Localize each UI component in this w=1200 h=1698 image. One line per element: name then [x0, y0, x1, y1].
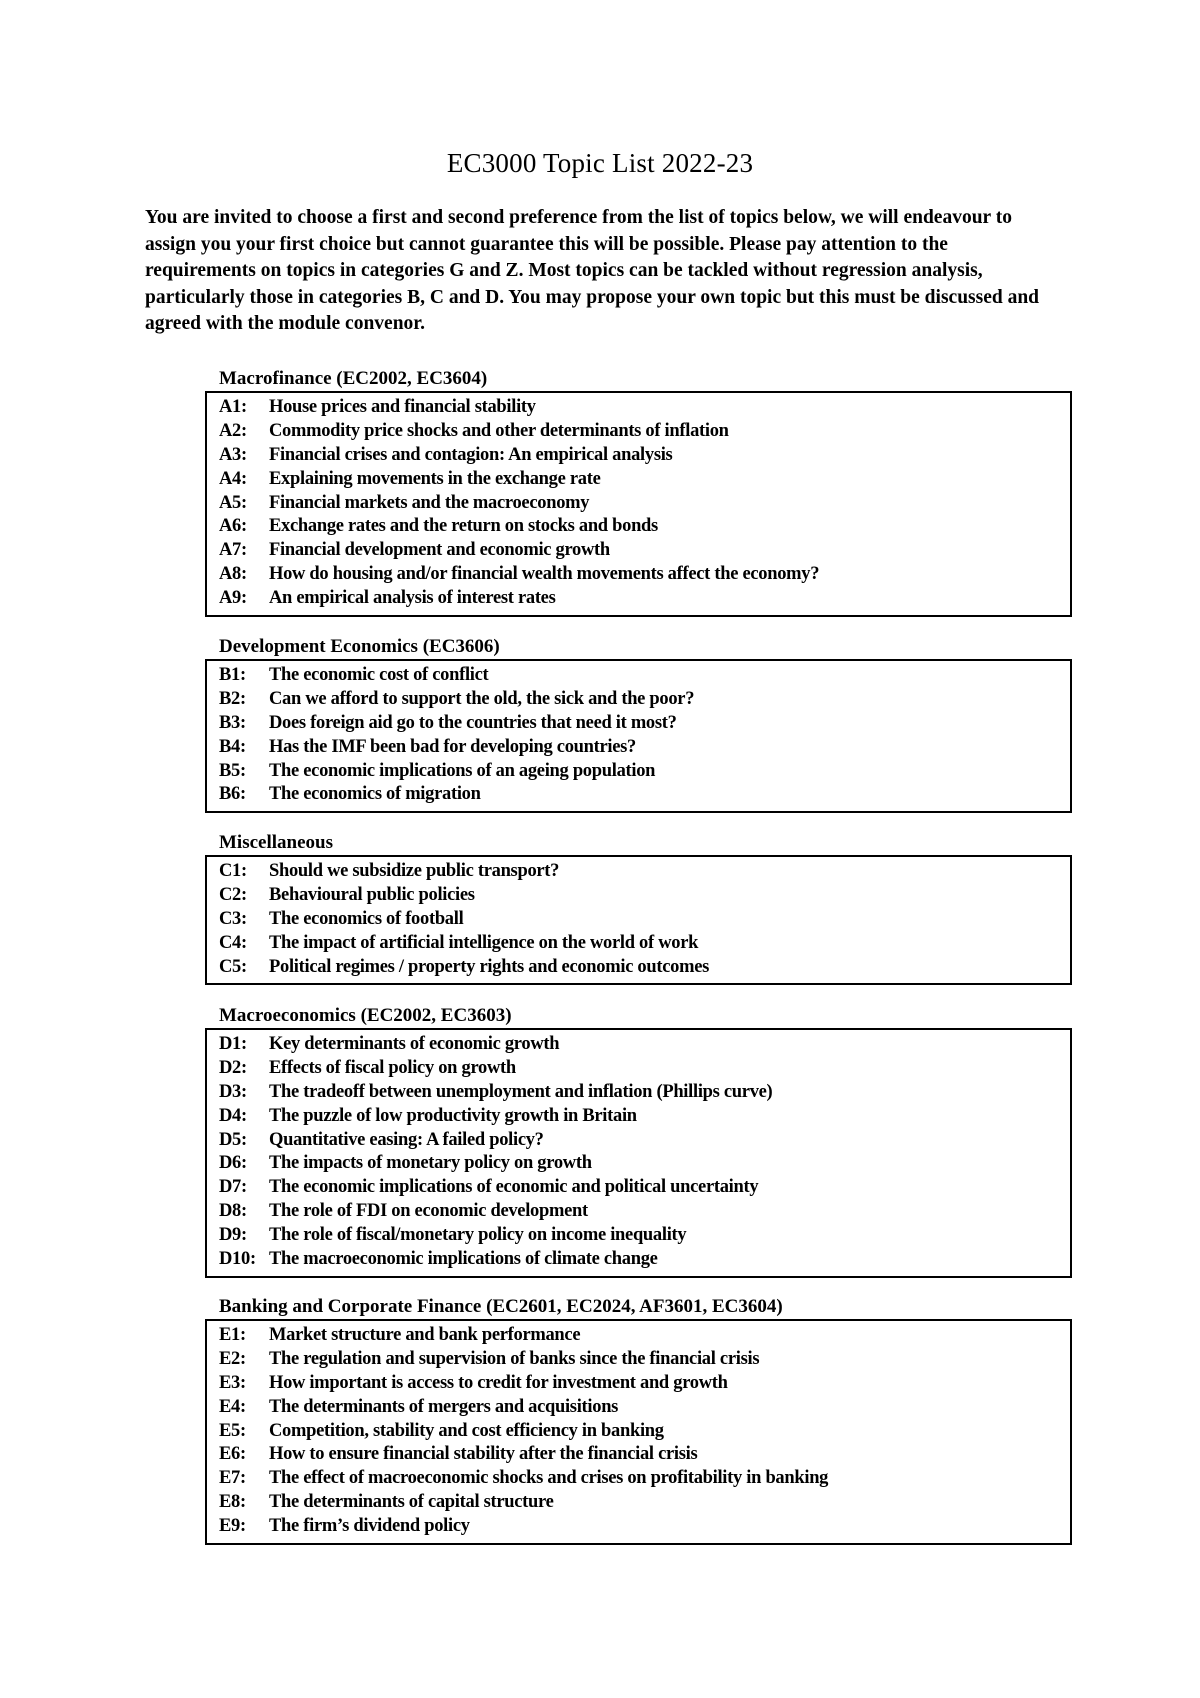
topic-row — [219, 1324, 1070, 1348]
topic-title: Exchange rates and the return on stocks and bonds — [269, 516, 658, 537]
topic-code: E5: — [219, 1420, 246, 1441]
topic-code: B5: — [219, 760, 246, 781]
topic-row — [219, 587, 1070, 611]
topic-title: The impact of artificial intelligence on the world of work — [269, 932, 699, 953]
topic-title: Competition, stability and cost efficiency in banking — [269, 1420, 664, 1441]
topic-row — [219, 783, 1070, 807]
topic-row — [219, 539, 1070, 563]
topic-row — [219, 1443, 1070, 1467]
topic-row — [219, 1152, 1070, 1176]
topic-row — [219, 932, 1070, 956]
topic-code: E2: — [219, 1348, 246, 1369]
topic-title: Key determinants of economic growth — [269, 1034, 560, 1054]
intro-paragraph: You are invited to choose a first and second preference from the list of topics below, we will endeavour to assign you your first choice but cannot guarantee this will be possible. Please pay attention to the requirements on topics in categories G and Z. Most topics can be tackled without regression analysis, particularly those in categories B, C and D. You may propose your own topic but this must be discussed and agreed with the module convenor. — [145, 207, 1040, 334]
topic-code: B2: — [219, 688, 246, 709]
section-banking-corporate-finance — [205, 1294, 1075, 1545]
section-macroeconomics — [205, 1003, 1075, 1278]
topic-code: E9: — [219, 1516, 246, 1537]
topic-code: D10: — [219, 1249, 256, 1270]
topic-code: A5: — [219, 492, 247, 513]
topic-row — [219, 736, 1070, 760]
topic-row — [219, 1467, 1070, 1491]
section-heading: Macrofinance (EC2002, EC3604) — [219, 368, 488, 389]
topic-row — [219, 1081, 1070, 1105]
topic-title: Does foreign aid go to the countries that need it most? — [269, 712, 677, 733]
topic-title: The economic cost of conflict — [269, 665, 489, 685]
topic-box — [205, 1028, 1072, 1278]
topic-row — [219, 1224, 1070, 1248]
topic-title: How important is access to credit for investment and growth — [269, 1372, 728, 1393]
topic-title: Has the IMF been bad for developing countries? — [269, 736, 636, 757]
topic-code: A8: — [219, 564, 247, 585]
topic-row — [219, 1105, 1070, 1129]
topic-row — [219, 664, 1070, 688]
topic-code: B1: — [219, 665, 246, 685]
topic-row — [219, 563, 1070, 587]
topic-title: The determinants of capital structure — [269, 1492, 554, 1513]
topic-code: D1: — [219, 1034, 247, 1054]
topic-row — [219, 396, 1070, 420]
section-development-economics — [205, 634, 1075, 813]
topic-row — [219, 1491, 1070, 1515]
topic-code: A3: — [219, 444, 247, 465]
topic-title: House prices and financial stability — [269, 397, 536, 417]
topic-row — [219, 1176, 1070, 1200]
topic-row — [219, 956, 1070, 980]
topic-code: C2: — [219, 884, 247, 905]
topic-title: Effects of fiscal policy on growth — [269, 1057, 516, 1078]
topic-row — [219, 1200, 1070, 1224]
topic-code: B6: — [219, 784, 246, 805]
section-macrofinance — [205, 366, 1075, 617]
topic-code: A9: — [219, 588, 247, 609]
topic-code: D9: — [219, 1225, 247, 1246]
section-heading: Banking and Corporate Finance (EC2601, EC2024, AF3601, EC3604) — [219, 1296, 783, 1317]
section-heading: Miscellaneous — [219, 832, 333, 853]
topic-row — [219, 420, 1070, 444]
section-miscellaneous — [205, 830, 1075, 985]
topic-row — [219, 860, 1070, 884]
topic-code: E3: — [219, 1372, 246, 1393]
topic-code: D8: — [219, 1201, 247, 1222]
topic-title: The effect of macroeconomic shocks and crises on profitability in banking — [269, 1468, 829, 1489]
topic-code: C1: — [219, 861, 247, 881]
topic-code: A6: — [219, 516, 247, 537]
page-title: EC3000 Topic List 2022-23 — [446, 148, 754, 178]
topic-code: D3: — [219, 1081, 247, 1102]
section-heading: Development Economics (EC3606) — [219, 636, 500, 657]
section-heading: Macroeconomics (EC2002, EC3603) — [219, 1005, 512, 1026]
topic-row — [219, 1420, 1070, 1444]
topic-box — [205, 1319, 1072, 1545]
topic-code: B4: — [219, 736, 246, 757]
topic-row — [219, 1057, 1070, 1081]
topic-title: Financial development and economic growth — [269, 540, 610, 561]
topic-title: Can we afford to support the old, the sick and the poor? — [269, 688, 695, 709]
topic-title: How do housing and/or financial wealth movements affect the economy? — [269, 564, 820, 585]
topic-title: How to ensure financial stability after the financial crisis — [269, 1444, 698, 1465]
topic-code: E6: — [219, 1444, 246, 1465]
topic-title: The determinants of mergers and acquisitions — [269, 1396, 619, 1417]
topic-title: Should we subsidize public transport? — [269, 861, 560, 881]
topic-row — [219, 492, 1070, 516]
topic-title: The economics of football — [269, 908, 464, 929]
topic-code: C3: — [219, 908, 247, 929]
topic-code: A1: — [219, 397, 247, 417]
topic-code: A7: — [219, 540, 247, 561]
topic-code: B3: — [219, 712, 246, 733]
topic-code: D6: — [219, 1153, 247, 1174]
topic-row — [219, 468, 1070, 492]
topic-code: E1: — [219, 1325, 246, 1345]
topic-row — [219, 444, 1070, 468]
topic-title: The economics of migration — [269, 784, 481, 805]
topic-box — [205, 659, 1072, 813]
topic-code: A2: — [219, 420, 247, 441]
topic-row — [219, 908, 1070, 932]
topic-row — [219, 1129, 1070, 1153]
topic-code: E8: — [219, 1492, 246, 1513]
topic-box — [205, 391, 1072, 617]
topic-row — [219, 1396, 1070, 1420]
topic-row — [219, 1348, 1070, 1372]
topic-code: D2: — [219, 1057, 247, 1078]
topic-title: The economic implications of an ageing population — [269, 760, 656, 781]
topic-title: Market structure and bank performance — [269, 1325, 581, 1345]
topic-title: The puzzle of low productivity growth in Britain — [269, 1105, 637, 1126]
topic-row — [219, 688, 1070, 712]
topic-row — [219, 712, 1070, 736]
topic-title: Financial markets and the macroeconomy — [269, 492, 590, 513]
topic-title: Commodity price shocks and other determinants of inflation — [269, 420, 729, 441]
topic-title: Political regimes / property rights and economic outcomes — [269, 956, 710, 977]
topic-code: A4: — [219, 468, 247, 489]
topic-code: D7: — [219, 1177, 247, 1198]
topic-title: The macroeconomic implications of climate change — [269, 1249, 658, 1270]
topic-title: The regulation and supervision of banks since the financial crisis — [269, 1348, 760, 1369]
topic-title: Quantitative easing: A failed policy? — [269, 1129, 544, 1150]
topic-row — [219, 1372, 1070, 1396]
topic-row — [219, 1515, 1070, 1539]
topic-box — [205, 855, 1072, 985]
topic-title: Behavioural public policies — [269, 884, 475, 905]
topic-code: E7: — [219, 1468, 246, 1489]
topic-code: E4: — [219, 1396, 246, 1417]
topic-title: Financial crises and contagion: An empirical analysis — [269, 444, 673, 465]
topic-title: Explaining movements in the exchange rate — [269, 468, 601, 489]
topic-row — [219, 1033, 1070, 1057]
topic-title: The tradeoff between unemployment and inflation (Phillips curve) — [269, 1081, 773, 1102]
topic-title: The economic implications of economic and political uncertainty — [269, 1177, 759, 1198]
topic-code: D5: — [219, 1129, 247, 1150]
topic-title: The role of fiscal/monetary policy on income inequality — [269, 1225, 687, 1246]
topic-code: D4: — [219, 1105, 247, 1126]
topic-row — [219, 1248, 1070, 1272]
topic-row — [219, 884, 1070, 908]
topic-code: C4: — [219, 932, 247, 953]
topic-code: C5: — [219, 956, 247, 977]
topic-title: An empirical analysis of interest rates — [269, 588, 556, 609]
topic-title: The impacts of monetary policy on growth — [269, 1153, 592, 1174]
topic-row — [219, 760, 1070, 784]
topic-title: The role of FDI on economic development — [269, 1201, 588, 1222]
topic-title: The firm’s dividend policy — [269, 1516, 470, 1537]
topic-row — [219, 515, 1070, 539]
